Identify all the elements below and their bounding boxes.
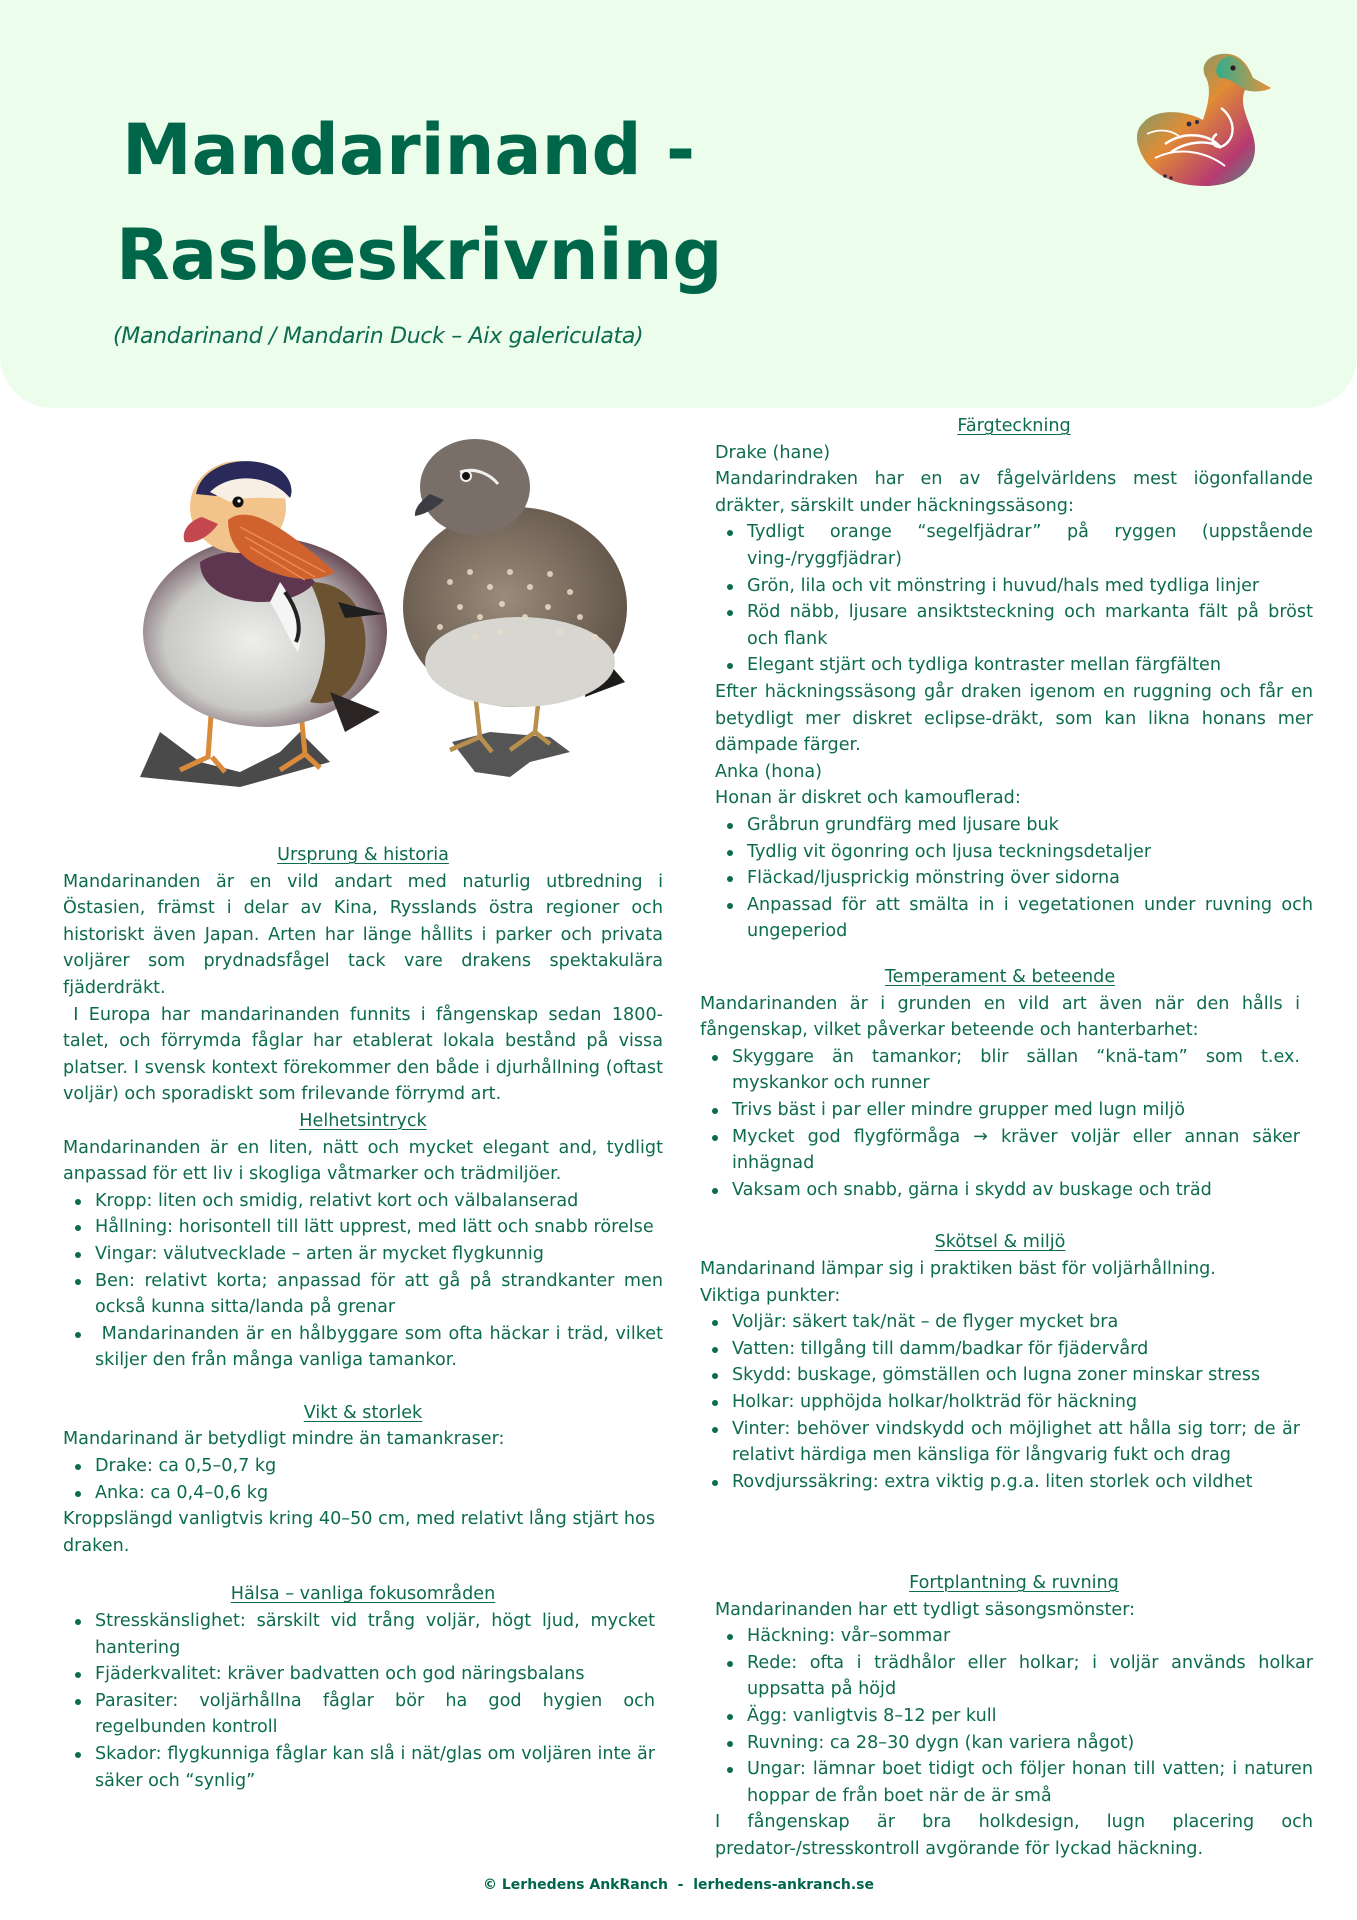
- list-item: Anpassad för att smälta in i vegetationen under ruvning och ungeperiod: [747, 892, 1313, 945]
- list-item: Fläckad/ljusprickig mönstring över sidorna: [747, 865, 1313, 892]
- section-health: [63, 1581, 663, 1794]
- mandarin-ducks-photo: [130, 432, 650, 812]
- hen-label: Anka (hona): [715, 761, 823, 782]
- hen-list: [715, 812, 1313, 945]
- list-item: Skydd: buskage, gömställen och lugna zoner minskar stress: [732, 1362, 1300, 1389]
- weight-intro: Mandarinand är betydligt mindre än tamankraser:: [63, 1429, 505, 1450]
- list-item: Vatten: tillgång till damm/badkar för fjädervård: [732, 1336, 1300, 1363]
- list-item: Mycket god flygförmåga → kräver voljär eller annan säker inhägnad: [732, 1124, 1300, 1177]
- section-heading-breeding: Fortplantning & ruvning: [909, 1573, 1119, 1593]
- list-item: Tydligt orange “segelfjädrar” på ryggen (uppstående ving-/ryggfjädrar): [747, 519, 1313, 572]
- list-item: Rede: ofta i trädhålor eller holkar; i voljär används holkar uppsatta på höjd: [747, 1650, 1313, 1703]
- list-item: Anka: ca 0,4–0,6 kg: [95, 1480, 663, 1507]
- left-column: [63, 842, 663, 1794]
- header-banner: [0, 0, 1357, 408]
- drake-intro: Mandarindraken har en av fågelvärldens mest iögonfallande dräkter, särskilt under häckningssäsong:: [715, 469, 1313, 516]
- section-breeding: [715, 1570, 1313, 1863]
- breeding-list: [715, 1623, 1313, 1809]
- list-item: Vingar: välutvecklade – arten är mycket flygkunnig: [95, 1241, 663, 1268]
- list-item: Stresskänslighet: särskilt vid trång voljär, högt ljud, mycket hantering: [95, 1608, 655, 1661]
- list-item: Skador: flygkunniga fåglar kan slå i nät/glas om voljären inte är säker och “synlig”: [95, 1741, 655, 1794]
- section-origin: [63, 842, 663, 1108]
- title-line-1: Mandarinand -: [122, 109, 696, 191]
- section-heading-care: Skötsel & miljö: [934, 1232, 1066, 1253]
- list-item: Voljär: säkert tak/nät – de flyger mycket bra: [732, 1309, 1300, 1336]
- list-item: Ben: relativt korta; anpassad för att gå på strandkanter men också kunna sitta/landa på grenar: [95, 1268, 663, 1321]
- list-item: Hållning: horisontell till lätt upprest, med lätt och snabb rörelse: [95, 1214, 663, 1241]
- list-item: Ruvning: ca 28–30 dygn (kan variera något): [747, 1730, 1313, 1757]
- care-intro-2: Viktiga punkter:: [700, 1285, 841, 1306]
- weight-outro: Kroppslängd vanligtvis kring 40–50 cm, med relativt lång stjärt hos draken.: [63, 1509, 655, 1556]
- hen-figure: [403, 439, 627, 777]
- drake-outro: Efter häckningssäsong går draken igenom en ruggning och får en betydligt mer diskret eclipse-dräkt, som kan likna honans mer dämpade färger.: [715, 681, 1313, 756]
- duck-logo-icon: [1125, 48, 1295, 193]
- care-intro-1: Mandarinand lämpar sig i praktiken bäst för voljärhållning.: [700, 1258, 1216, 1279]
- overall-intro: Mandarinanden är en liten, nätt och mycket elegant and, tydligt anpassad för ett liv i skogliga våtmarker och trädmiljöer.: [63, 1137, 663, 1185]
- temperament-list: [700, 1044, 1300, 1204]
- origin-paragraph-1: Mandarinanden är en vild andart med naturlig utbredning i Östasien, främst i delar av Kina, Rysslands östra regioner och historiskt även Japan. Arten har länge hållits i parker och privata voljärer som prydnadsfågel tack vare drakens spektakulära fjäderdräkt.: [63, 871, 663, 998]
- section-color: [715, 413, 1313, 945]
- page-title: [116, 98, 723, 308]
- breeding-intro: Mandarinanden har ett tydligt säsongsmönster:: [715, 1599, 1136, 1620]
- section-heading-overall: Helhetsintryck: [299, 1110, 427, 1131]
- drake-figure: [140, 461, 387, 787]
- list-item: Vaksam och snabb, gärna i skydd av buskage och träd: [732, 1177, 1300, 1204]
- list-item: Ägg: vanligtvis 8–12 per kull: [747, 1703, 1313, 1730]
- list-item: Elegant stjärt och tydliga kontraster mellan färgfälten: [747, 652, 1313, 679]
- list-item: Skyggare än tamankor; blir sällan “knä-tam” som t.ex. myskankor och runner: [732, 1044, 1300, 1097]
- list-item: Drake: ca 0,5–0,7 kg: [95, 1453, 663, 1480]
- list-item: Parasiter: voljärhållna fåglar bör ha god hygien och regelbunden kontroll: [95, 1688, 655, 1741]
- drake-list: [715, 519, 1313, 679]
- list-item: Holkar: upphöjda holkar/holkträd för häckning: [732, 1389, 1300, 1416]
- section-heading-color: Färgteckning: [957, 416, 1071, 436]
- page-subtitle: (Mandarinand / Mandarin Duck – Aix galericulata): [113, 324, 644, 349]
- section-care: [700, 1229, 1300, 1495]
- list-item: Rovdjurssäkring: extra viktig p.g.a. liten storlek och vildhet: [732, 1469, 1300, 1496]
- section-heading-temperament: Temperament & beteende: [884, 967, 1116, 987]
- list-item: Vinter: behöver vindskydd och möjlighet att hålla sig torr; de är relativt härdiga men känsliga för långvarig fukt och drag: [732, 1416, 1300, 1469]
- list-item: Ungar: lämnar boet tidigt och följer honan till vatten; i naturen hoppar de från boet när de är små: [747, 1756, 1313, 1809]
- title-line-2: Rasbeskrivning: [116, 214, 723, 296]
- list-item: Trivs bäst i par eller mindre grupper med lugn miljö: [732, 1097, 1300, 1124]
- right-column-middle: [700, 964, 1300, 1495]
- hen-intro: Honan är diskret och kamouflerad:: [715, 788, 1021, 809]
- list-item: Röd näbb, ljusare ansiktsteckning och markanta fält på bröst och flank: [747, 599, 1313, 652]
- breeding-outro: I fångenskap är bra holkdesign, lugn placering och predator-/stresskontroll avgörande för lyckad häckning.: [715, 1812, 1313, 1859]
- right-column-breeding: [715, 1570, 1313, 1863]
- section-overall: [63, 1108, 663, 1374]
- origin-paragraph-2: I Europa har mandarinanden funnits i fångenskap sedan 1800-talet, och förrymda fåglar har etablerat lokala bestånd på vissa platser. I svensk kontext förekommer den både i djurhållning (oftast voljär) och sporadiskt som frilevande förrymd art.: [63, 1004, 663, 1105]
- list-item: Mandarinanden är en hålbyggare som ofta häckar i träd, vilket skiljer den från många vanliga tamankor.: [95, 1321, 663, 1374]
- care-list: [700, 1309, 1300, 1495]
- drake-label: Drake (hane): [715, 442, 831, 463]
- list-item: Häckning: vår–sommar: [747, 1623, 1313, 1650]
- right-column-color: [715, 413, 1313, 945]
- list-item: Tydlig vit ögonring och ljusa teckningsdetaljer: [747, 839, 1313, 866]
- section-heading-origin: Ursprung & historia: [277, 845, 449, 865]
- list-item: Grön, lila och vit mönstring i huvud/hals med tydliga linjer: [747, 573, 1313, 600]
- weight-list: [63, 1453, 663, 1506]
- footer-copyright: © Lerhedens AnkRanch - lerhedens-ankranch.se: [483, 1877, 874, 1893]
- temperament-intro: Mandarinanden är i grunden en vild art även när den hålls i fångenskap, vilket påverkar beteende och hanterbarhet:: [700, 993, 1300, 1041]
- section-weight: [63, 1400, 663, 1560]
- list-item: Kropp: liten och smidig, relativt kort och välbalanserad: [95, 1188, 663, 1215]
- section-temperament: [700, 964, 1300, 1203]
- overall-list: [63, 1188, 663, 1374]
- health-list: [63, 1608, 663, 1794]
- list-item: Gråbrun grundfärg med ljusare buk: [747, 812, 1313, 839]
- list-item: Fjäderkvalitet: kräver badvatten och god näringsbalans: [95, 1661, 655, 1688]
- section-heading-weight: Vikt & storlek: [303, 1402, 423, 1423]
- section-heading-health: Hälsa – vanliga fokusområden: [230, 1584, 496, 1605]
